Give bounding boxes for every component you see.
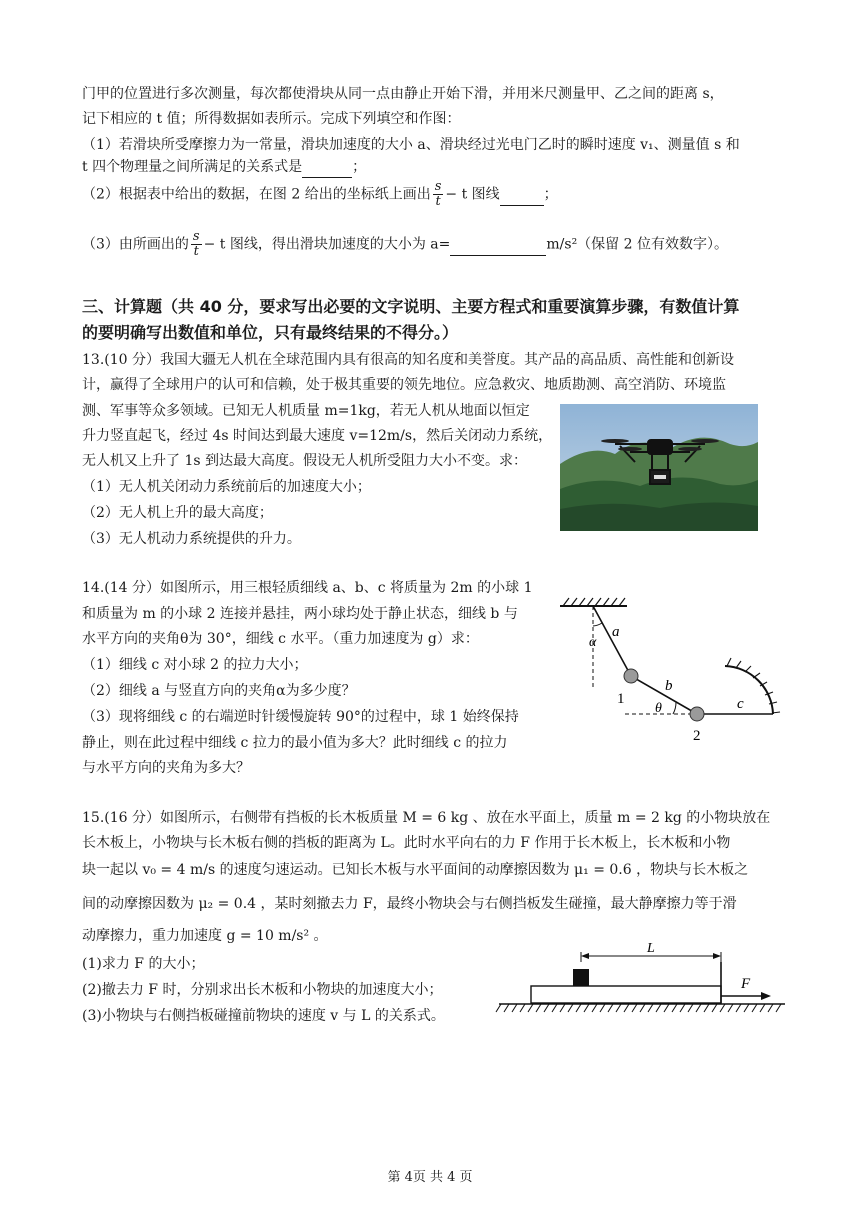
question-12-part-3-pre: （3）由所画出的 (82, 236, 189, 253)
question-15-line-2: 长木板上，小物块与长木板右侧的挡板的距离为 L。此时水平向右的力 F 作用于长木板上，长木板和小物 (82, 835, 731, 851)
string-a (593, 606, 631, 676)
question-14-sub-3-line-1: （3）现将细线 c 的右端逆时针缓慢旋转 90°的过程中，球 1 始终保持 (82, 709, 519, 725)
question-12-part-1-text: t 四个物理量之间所满足的关系式是 (82, 159, 303, 175)
question-12-part-1-line-1: （1）若滑块所受摩擦力为一常量，滑块加速度的大小 a、滑块经过光电门乙时的瞬时速度 v₁、测量值 s 和 (82, 137, 740, 153)
ball-1 (624, 669, 638, 683)
question-13-line-2: 计，赢得了全球用户的认可和信赖，处于极其重要的领先地位。应急救灾、地质勘测、高空消防、环境监 (82, 377, 726, 393)
question-15-line-5: 动摩擦力，重力加速度 g = 10 m/s² 。 (82, 928, 328, 944)
small-block (573, 969, 589, 986)
answer-blank-2 (500, 185, 544, 206)
question-14-sub-1: （1）细线 c 对小球 2 的拉力大小； (82, 657, 308, 673)
question-12-part-3-post: m/s²（保留 2 位有效数字）。 (546, 236, 728, 253)
answer-blank-1 (302, 157, 352, 178)
ceiling-hatching (563, 598, 625, 606)
question-12-part-1-line-2 (82, 157, 782, 178)
question-13-sub-1: （1）无人机关闭动力系统前后的加速度大小； (82, 479, 371, 495)
fraction-s-over-t (433, 180, 444, 209)
question-13-line-3: 测、军事等众多领域。已知无人机质量 m=1kg，若无人机从地面以恒定 (82, 403, 530, 419)
drone-photo (560, 404, 758, 531)
page-footer: 第 4页 共 4 页 (387, 1170, 473, 1185)
ball-2 (690, 707, 704, 721)
arc-wall (725, 666, 773, 714)
question-12-part-2-end: ； (543, 186, 558, 203)
alpha-arc (593, 623, 602, 626)
label-theta: θ (655, 701, 662, 716)
fraction-s-over-t-2 (191, 230, 202, 259)
long-board (531, 986, 721, 1003)
ground-hatching (496, 1004, 781, 1012)
question-12-part-2-post: − t 图线 (445, 186, 500, 203)
question-14-line-2: 和质量为 m 的小球 2 连接并悬挂，两小球均处于静止状态，细线 b 与 (82, 606, 518, 622)
fraction-denominator-2: t (193, 244, 199, 259)
string-b (631, 676, 697, 714)
question-13-line-5: 无人机又上升了 1s 到达最大高度。假设无人机所受阻力大小不变。求： (82, 453, 527, 469)
question-12-part-2-pre: （2）根据表中给出的数据，在图 2 给出的坐标纸上画出 (82, 186, 431, 203)
label-a: a (612, 624, 620, 640)
question-12-part-1-end: ； (352, 159, 367, 175)
question-14-line-1: 14.(14 分）如图所示，用三根轻质细线 a、b、c 将质量为 2m 的小球 1 (82, 580, 533, 596)
question-14-sub-3-line-2: 静止，则在此过程中细线 c 拉力的最小值为多大？此时细线 c 的拉力 (82, 735, 508, 751)
question-15-line-1: 15.(16 分）如图所示，右侧带有挡板的长木板质量 M = 6 kg 、放在水平面上，质量 m = 2 kg 的小物块放在 (82, 810, 771, 826)
fraction-numerator: s (434, 179, 442, 194)
label-F: F (741, 976, 751, 992)
section-3-title-line-1: 三、计算题（共 40 分，要求写出必要的文字说明、主要方程式和重要演算步骤，有数值计算 (82, 297, 740, 316)
question-14-sub-3-line-3: 与水平方向的夹角为多大？ (82, 760, 250, 776)
fraction-numerator-2: s (192, 229, 200, 244)
question-12-part-3-mid: − t 图线，得出滑块加速度的大小为 a= (203, 236, 451, 253)
label-ball-2: 2 (693, 728, 701, 744)
label-ball-1: 1 (617, 691, 625, 707)
label-b: b (665, 678, 673, 694)
section-3-title-line-2: 的要明确写出数值和单位，只有最终结果的不得分。） (82, 323, 459, 342)
label-L: L (647, 941, 655, 956)
fraction-denominator: t (435, 194, 441, 209)
dimension-arrow-right (713, 953, 721, 959)
question-15-sub-1: (1)求力 F 的大小； (82, 956, 205, 972)
question-13-line-4: 升力竖直起飞，经过 4s 时间达到最大速度 v=12m/s，然后关闭动力系统， (82, 428, 553, 444)
question-15-figure (495, 938, 790, 1020)
question-12-part-2 (82, 180, 782, 209)
question-14-figure (555, 590, 785, 750)
question-13-line-1: 13.(10 分）我国大疆无人机在全球范围内具有很高的知名度和美誉度。其产品的高品质、高性能和创新设 (82, 352, 734, 368)
label-alpha: α (589, 635, 597, 650)
question-15-sub-3: (3)小物块与右侧挡板碰撞前物块的速度 v 与 L 的关系式。 (82, 1008, 445, 1024)
intro-line-2: 记下相应的 t 值；所得数据如表所示。完成下列填空和作图： (82, 111, 461, 127)
intro-line-1: 门甲的位置进行多次测量，每次都使滑块从同一点由静止开始下滑，并用米尺测量甲、乙之间的距离 s， (82, 86, 724, 102)
question-15-line-3: 块一起以 v₀ = 4 m/s 的速度匀速运动。已知长木板与水平面间的动摩擦因数为 μ₁ = 0.6 ，物块与长木板之 (82, 862, 749, 878)
theta-arc (673, 702, 676, 714)
dimension-arrow-left (581, 953, 589, 959)
question-14-sub-2: （2）细线 a 与竖直方向的夹角α为多少度？ (82, 683, 356, 699)
label-c: c (737, 696, 744, 712)
force-arrow-head (761, 992, 771, 1000)
question-13-sub-3: （3）无人机动力系统提供的升力。 (82, 531, 301, 547)
question-14-line-3: 水平方向的夹角θ为 30°，细线 c 水平。（重力加速度为 g）求： (82, 631, 479, 647)
question-13-sub-2: （2）无人机上升的最大高度； (82, 505, 273, 521)
question-12-part-3 (82, 230, 782, 259)
question-15-line-4: 间的动摩擦因数为 μ₂ = 0.4 ，某时刻撤去力 F，最终小物块会与右侧挡板发生碰撞，最大静摩擦力等于滑 (82, 896, 737, 912)
question-15-sub-2: (2)撤去力 F 时，分别求出长木板和小物块的加速度大小； (82, 982, 443, 998)
answer-blank-3 (450, 235, 546, 256)
